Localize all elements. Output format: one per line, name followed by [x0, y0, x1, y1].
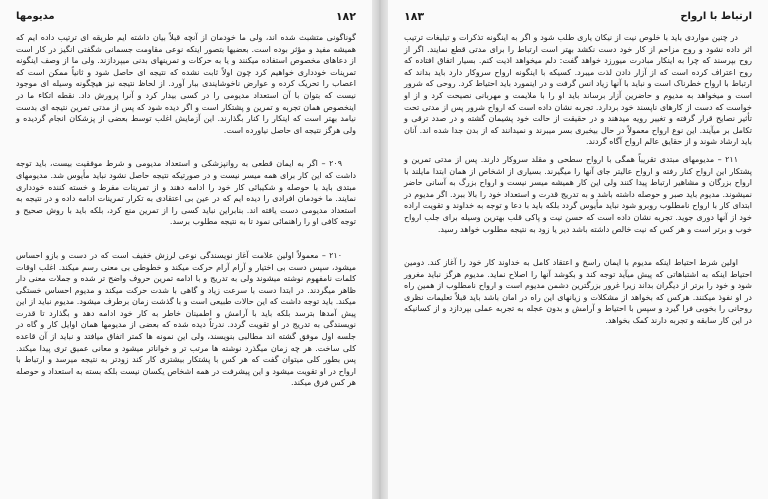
left-paragraph-1: گوناگونی متشبث شده اند، ولی ما خودمان از آنچه قبلاً بیان داشته ایم طریقه ای ترتیب داده ایم که همیشه مفید و مؤثر بوده است. بعضیها بتصور اینکه نوعی مقاومت جسمانی شگفتی انگیز در کار است از دعاهای مخصوص استفاده میکنند و یا به حرکات و تمرینهای بدنی میپردازند. ولی ما از وصف اینگونه تمرینات خودداری خواهیم کرد چون اولاً ثابت نشده که نتیجه ای حاصل شود و ثانیاً ممکن است که اعصاب را تحریک کرده و عوارض ناخوشایندی ببار آورد. از لحاظ نتیجه نیز هیچگونه وسیله ای موجود نیست که بتوان با آن استعداد مدیومی را در کسی بیدار کرد و آنرا پرورش داد. نقطه اتکاء ما در اینخصوص همان تجربه و تمرین و پشتکار است و اگر دیده شود که پس از مدتی تمرین نتیجه ای بدست نیامد بهتر است که اینکار را کنار بگذارند. این آزمایش اغلب توسط بعضی از پزشکان انجام گردیده و ولی هرگز نتیجه ای حاصل نیاورده است.: [16, 33, 356, 135]
left-page-title: مدیومها: [16, 10, 55, 22]
right-paragraph-1: در چنین مواردی باید با خلوص نیت از نیکان یاری طلب شود و اگر به اینگونه تذکرات و تبلیغات ترتیب اثر داده نشود و روح مزاحم از کار خود دست نکشد بهتر است ارتباط را برای مدتی قطع نمایند. اگر از روح بپرسند که چرا به اینکار مبادرت میورزد خواهد گفت: دلم میخواهد اذیت کنم. بسیار اتفاق افتاده که روح اعتراف کرده است که از آزار دادن لذت میبرد. کسیکه با اینگونه ارواح سروکار دارد باید بداند که ارتباط با ارواح خطرناک است و نباید با آنها زیاد انس گرفت و در اینمورد باید احتیاط کرد. روحی که شرور است و میخواهد به مدیوم و حاضرین آزار برساند باید او را با ملایمت و مهربانی نصیحت کرد و از او خواست که دست از کارهای ناپسند خود بردارد. تجربه نشان داده است که ارواح شرور پس از مدتی تحت تأثیر نصایح قرار گرفته و تغییر رویه میدهند و در حقیقت از حالت خود پشیمان گشته و در صدد ترقی و تکامل بر میآیند. این نوع ارواح معمولاً در حال بیخبری بسر میبرند و نمیدانند که از بدن جدا شده اند. آنان باید ارشاد شوند و از حقایق عالم ارواح آگاه گردند.: [404, 33, 752, 147]
right-paragraph-3: اولین شرط احتیاط اینکه مدیوم با ایمان راسخ و اعتقاد کامل به خداوند کار خود را آغاز کند. دومین احتیاط اینکه به اشتباهاتی که پیش میآید توجه کند و بکوشد آنها را اصلاح نماید. مدیوم هرگز نباید مغرور شود و خود را برتر از دیگران بداند زیرا غرور بزرگترین دشمن مدیوم است و ارواح نامطلوب از همین راه در او نفوذ میکنند. هرکس که بخواهد از مشکلات و زیانهای این راه در امان باشد باید قبلاً تعلیمات نظری روحانی را بخوبی فرا گیرد و سپس با احتیاط و آرامش و بدون عجله به تجربه عملی بپردازد و از کسانیکه در این کار سابقه و تجربه دارند کمک بخواهد.: [404, 258, 752, 326]
right-page-title: ارتباط با ارواح: [680, 10, 752, 22]
left-paragraph-2: ۲۰۹ – اگر به ایمان قطعی به روانپزشکی و استعداد مدیومی و شرط موفقیت بیست، باید توجه داشت که این کار برای همه میسر نیست و در صورتیکه نتیجه حاصل نشود نباید مأیوس شد. مدیومهای مبتدی باید با حوصله و شکیبائی کار خود را ادامه دهند و از تمرینات مفرط و خسته کننده خودداری نمایند. ما خودمان افرادی را دیده ایم که در عین بی اعتقادی به تکرار تمرینات ادامه داده و در نتیجه به استعداد مدیومی دست یافته اند. بنابراین نباید کسی را از تمرین منع کرد، بلکه باید با روش صحیح و توجه کافی او را راهنمائی نمود تا به نتیجه مطلوب برسد.: [16, 159, 356, 227]
left-page: [0, 0, 372, 499]
right-page-body: [404, 32, 752, 349]
left-page-header: [16, 9, 356, 23]
left-page-number: ۱۸۲: [335, 9, 356, 23]
left-page-body: [16, 32, 356, 411]
right-paragraph-2: ۲۱۱ – مدیومهای مبتدی تقریباً همگی با ارواح سطحی و مقلد سروکار دارند. پس از مدتی تمرین و پشتکار این ارواح کنار رفته و ارواح عالیتر جای آنها را میگیرند. بسیاری از اشخاص از همان ابتدا مایلند با ارواح بزرگان و مشاهیر ارتباط پیدا کنند ولی این کار همیشه میسر نیست و ارواح بزرگ به آسانی حاضر نمیشوند. مدیوم باید صبر و حوصله داشته باشد و به تدریج قدرت و استعداد خود را بالا ببرد. اگر مدیوم در ابتدای کار با ارواح نامطلوب روبرو شود نباید مأیوس گردد بلکه باید با دعا و توجه به خداوند و تقویت اراده خود از آنها دوری جوید. تجربه نشان داده است که حسن نیت و پاکی قلب بهترین وسیله برای جلب ارواح خوب و برتر است و هر کس که نیت خالص داشته باشد دیر یا زود به نتیجه مطلوب خواهد رسید.: [404, 154, 752, 234]
right-page-number: ۱۸۳: [404, 9, 425, 23]
right-page: [388, 0, 768, 499]
left-paragraph-3: ۲۱۰ – معمولاً اولین علامت آغاز نویسندگی نوعی لرزش خفیف است که در دست و بازو احساس میشود، سپس دست بی اختیار و آرام آرام حرکت میکند و خطوطی بی معنی رسم میکند. اغلب اوقات کلمات نامفهوم نوشته میشوند ولی به تدریج و با ادامه تمرین حروف واضح تر شده و جملات معنی دار ظاهر میگردند. در ابتدا دست با سرعت زیاد و گاهی با شدت حرکت میکند و مدیوم احساس خستگی میکند. باید توجه داشت که این حالات طبیعی است و با گذشت زمان برطرف میشود. مدیوم نباید از این پیش آمدها بترسد بلکه باید با آرامش و اطمینان خاطر به کار خود ادامه دهد و بگذارد تا قدرت نویسندگی به تدریج در او تقویت گردد. ندرتاً دیده شده که بعضی از مدیومها همان اوایل کار و گاه در جلسه اول موفق گشته اند مطالبی بنویسند، ولی این نمونه ها کمتر اتفاق میافتد و نباید از آن قاعده کلی ساخت. هر چه زمان میگذرد نوشته ها مرتب تر و خواناتر میشود و معانی عمیق تری پیدا میکند. پس بطور کلی میتوان گفت که هر کس با پشتکار بیشتری کار کند زودتر به نتیجه میرسد و ارتباط با ارواح در او تقویت میشود و این پیشرفت در همه اشخاص یکسان نیست بلکه بسته به استعداد و حوصله هر کس فرق میکند.: [16, 250, 356, 388]
book-gutter: [372, 0, 388, 499]
right-page-header: [404, 9, 752, 23]
